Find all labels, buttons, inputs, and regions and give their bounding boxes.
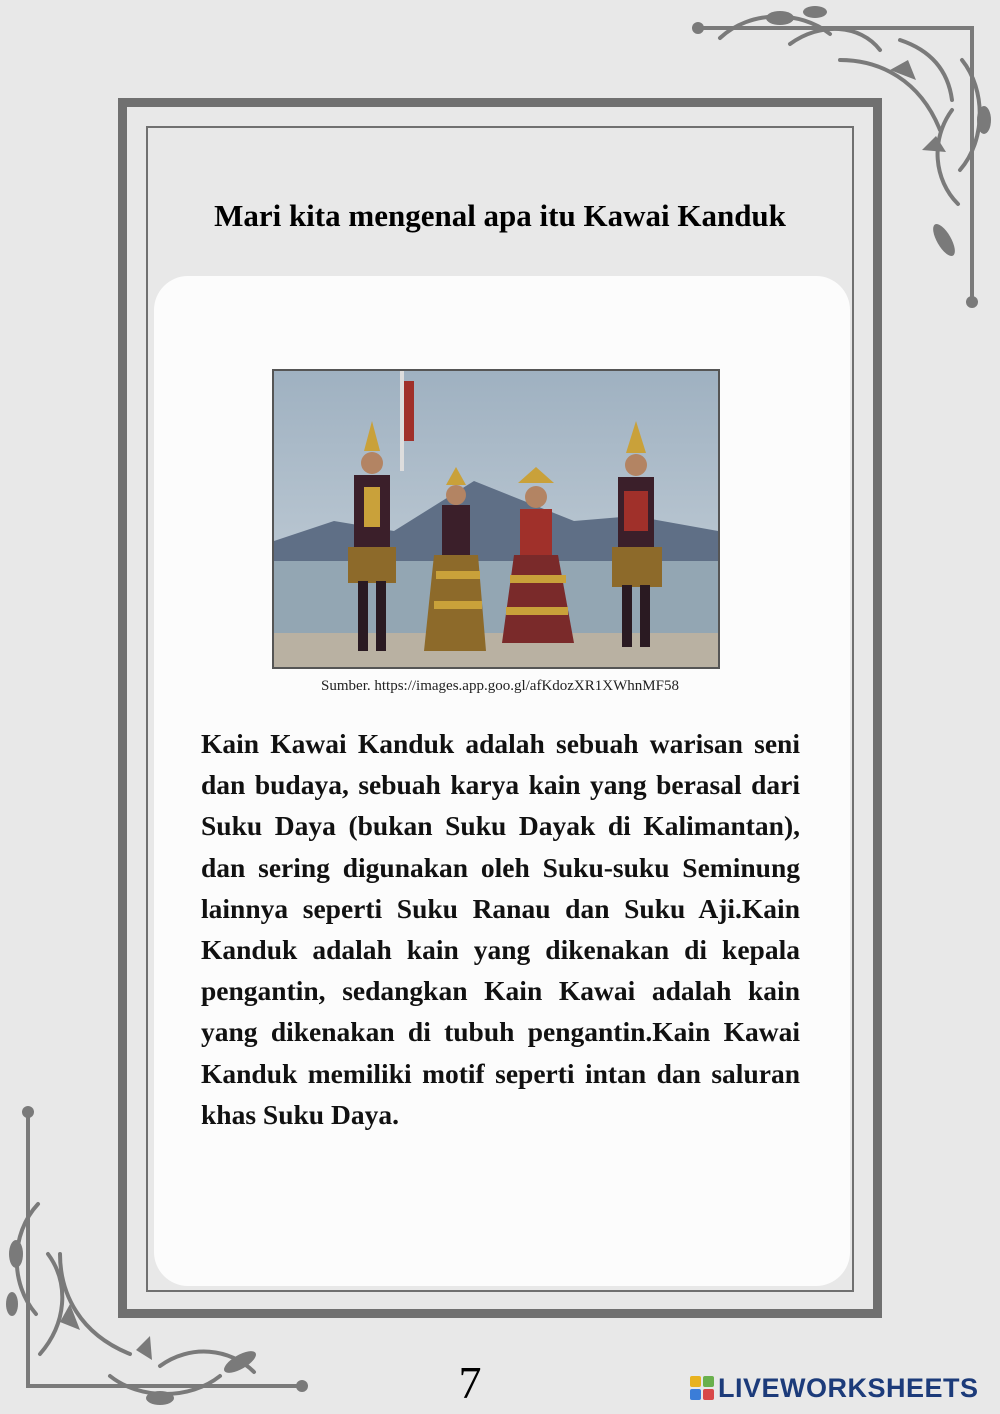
- liveworksheets-brand[interactable]: [690, 1373, 979, 1403]
- page-title: Mari kita mengenal apa itu Kawai Kanduk: [214, 198, 786, 233]
- liveworksheets-logo-icon: [690, 1376, 714, 1400]
- body-paragraph: Kain Kawai Kanduk adalah sebuah warisan seni dan budaya, sebuah karya kain yang berasal dari Suku Daya (bukan Suku Dayak di Kalimantan), dan sering digunakan oleh Suku-suku Seminung lainnya seperti Suku Ranau dan Suku Aji.Kain Kanduk adalah kain yang dikenakan di kepala pengantin, sedangkan Kain Kawai adalah kain yang dikenakan di tubuh pengantin.Kain Kawai Kanduk memiliki motif seperti intan dan saluran khas Suku Daya.: [201, 728, 800, 1130]
- costume-photo: [272, 369, 720, 669]
- photo-traditional-costume-icon: [274, 371, 718, 667]
- image-source-caption: Sumber. https://images.app.goo.gl/afKdozXR1XWhnMF58: [321, 678, 679, 694]
- page-number: 7: [458, 1357, 482, 1408]
- brand-label: LIVEWORKSHEETS: [718, 1372, 979, 1403]
